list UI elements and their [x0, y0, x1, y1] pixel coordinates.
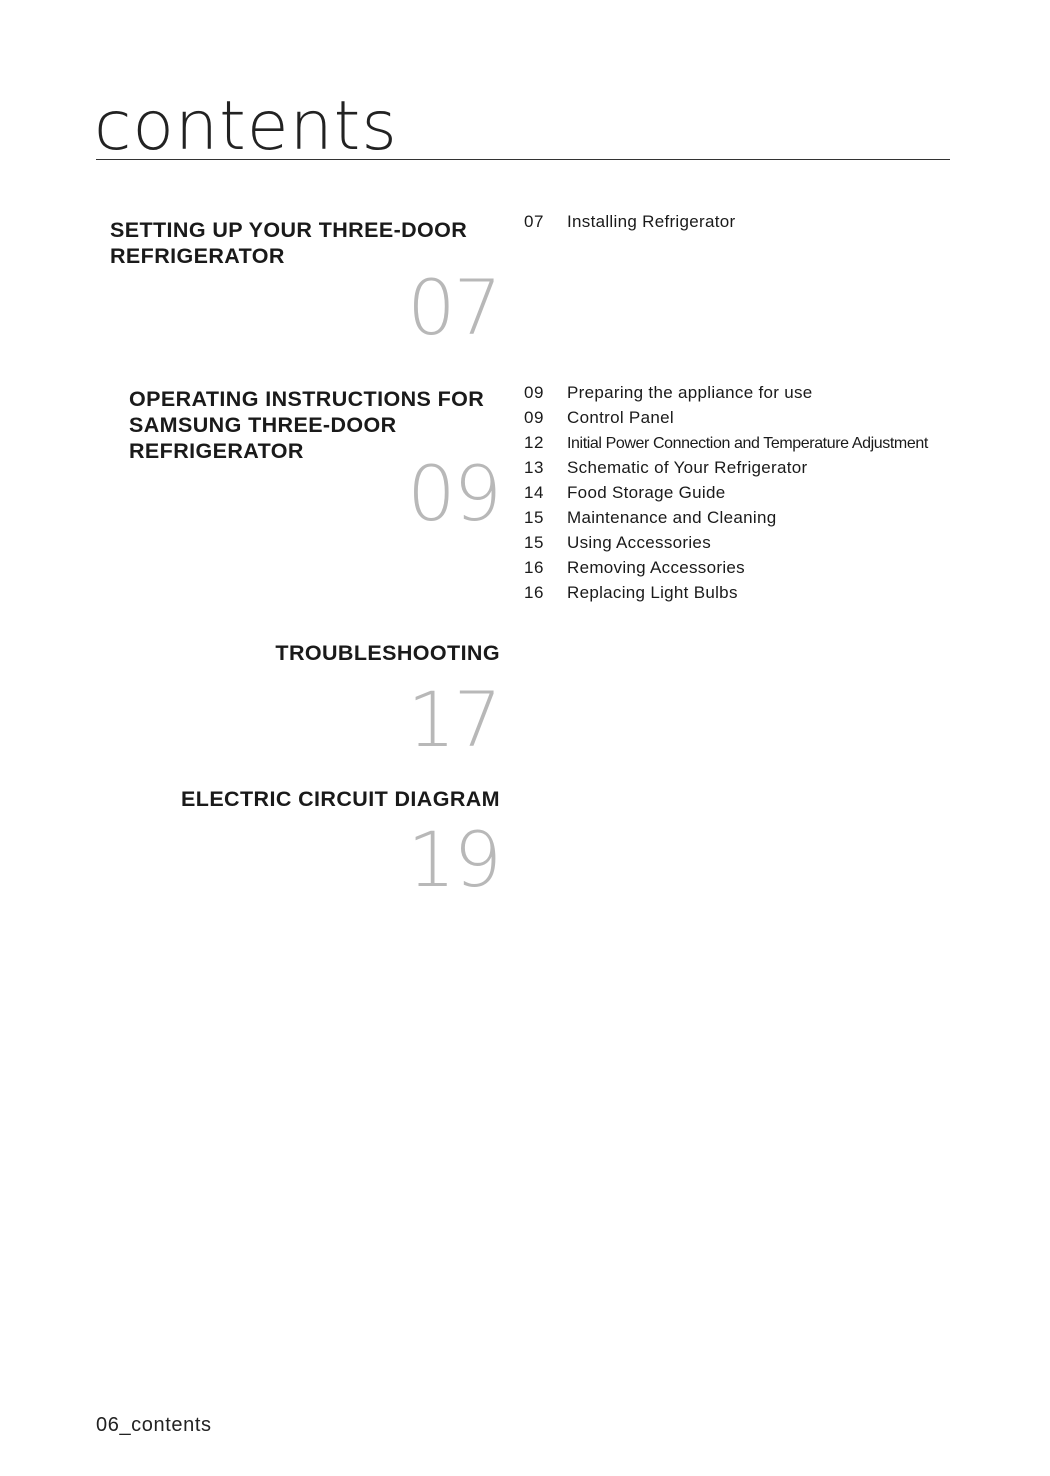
entry-title: Installing Refrigerator — [567, 212, 736, 231]
list-item[interactable] — [524, 508, 928, 533]
section-page-number: 19 — [407, 815, 500, 904]
list-item[interactable] — [524, 483, 928, 508]
section-heading-line: SETTING UP YOUR THREE-DOOR — [110, 218, 468, 242]
list-item[interactable] — [524, 458, 928, 483]
section-heading[interactable] — [275, 640, 500, 666]
list-item[interactable] — [524, 212, 735, 237]
entry-title: Removing Accessories — [567, 558, 745, 577]
entry-title: Preparing the appliance for use — [567, 383, 813, 402]
entry-title: Control Panel — [567, 408, 674, 427]
entry-title: Initial Power Connection and Temperature Adjustment — [567, 435, 928, 452]
section-heading-line: ELECTRIC CIRCUIT DIAGRAM — [181, 787, 500, 811]
section-setting-up — [110, 217, 467, 269]
section-heading[interactable] — [181, 786, 500, 812]
entry-page-number: 07 — [524, 212, 544, 231]
section-heading-line: REFRIGERATOR — [129, 439, 304, 463]
entry-page-number: 09 — [524, 383, 544, 402]
section-heading[interactable] — [110, 217, 467, 269]
entry-page-number: 15 — [524, 508, 544, 527]
entry-list — [524, 383, 928, 608]
section-heading-line: TROUBLESHOOTING — [275, 641, 500, 665]
entry-page-number: 09 — [524, 408, 544, 427]
entry-page-number: 14 — [524, 483, 544, 502]
entry-page-number: 16 — [524, 558, 544, 577]
list-item[interactable] — [524, 583, 928, 608]
entry-page-number: 13 — [524, 458, 544, 477]
list-item[interactable] — [524, 433, 928, 458]
title-rule — [96, 159, 950, 160]
entry-title: Using Accessories — [567, 533, 711, 552]
section-heading-line: OPERATING INSTRUCTIONS FOR — [129, 387, 485, 411]
list-item[interactable] — [524, 558, 928, 583]
section-heading-line: SAMSUNG THREE-DOOR — [129, 413, 397, 437]
page-title: contents — [94, 87, 398, 166]
entry-page-number: 15 — [524, 533, 544, 552]
entry-page-number: 12 — [524, 433, 544, 452]
entry-page-number: 16 — [524, 583, 544, 602]
section-electric-circuit-diagram — [181, 786, 500, 812]
section-page-number: 09 — [407, 449, 500, 538]
page-footer: 06_contents — [96, 1414, 212, 1436]
section-troubleshooting — [275, 640, 500, 666]
section-page-number: 07 — [407, 263, 500, 352]
list-item[interactable] — [524, 533, 928, 558]
entry-title: Maintenance and Cleaning — [567, 508, 777, 527]
entry-title: Food Storage Guide — [567, 483, 726, 502]
list-item[interactable] — [524, 408, 928, 433]
section-heading-line: REFRIGERATOR — [110, 244, 285, 268]
entry-title: Replacing Light Bulbs — [567, 583, 738, 602]
entry-list — [524, 212, 735, 237]
list-item[interactable] — [524, 383, 928, 408]
entry-title: Schematic of Your Refrigerator — [567, 458, 808, 477]
section-page-number: 17 — [407, 675, 500, 764]
